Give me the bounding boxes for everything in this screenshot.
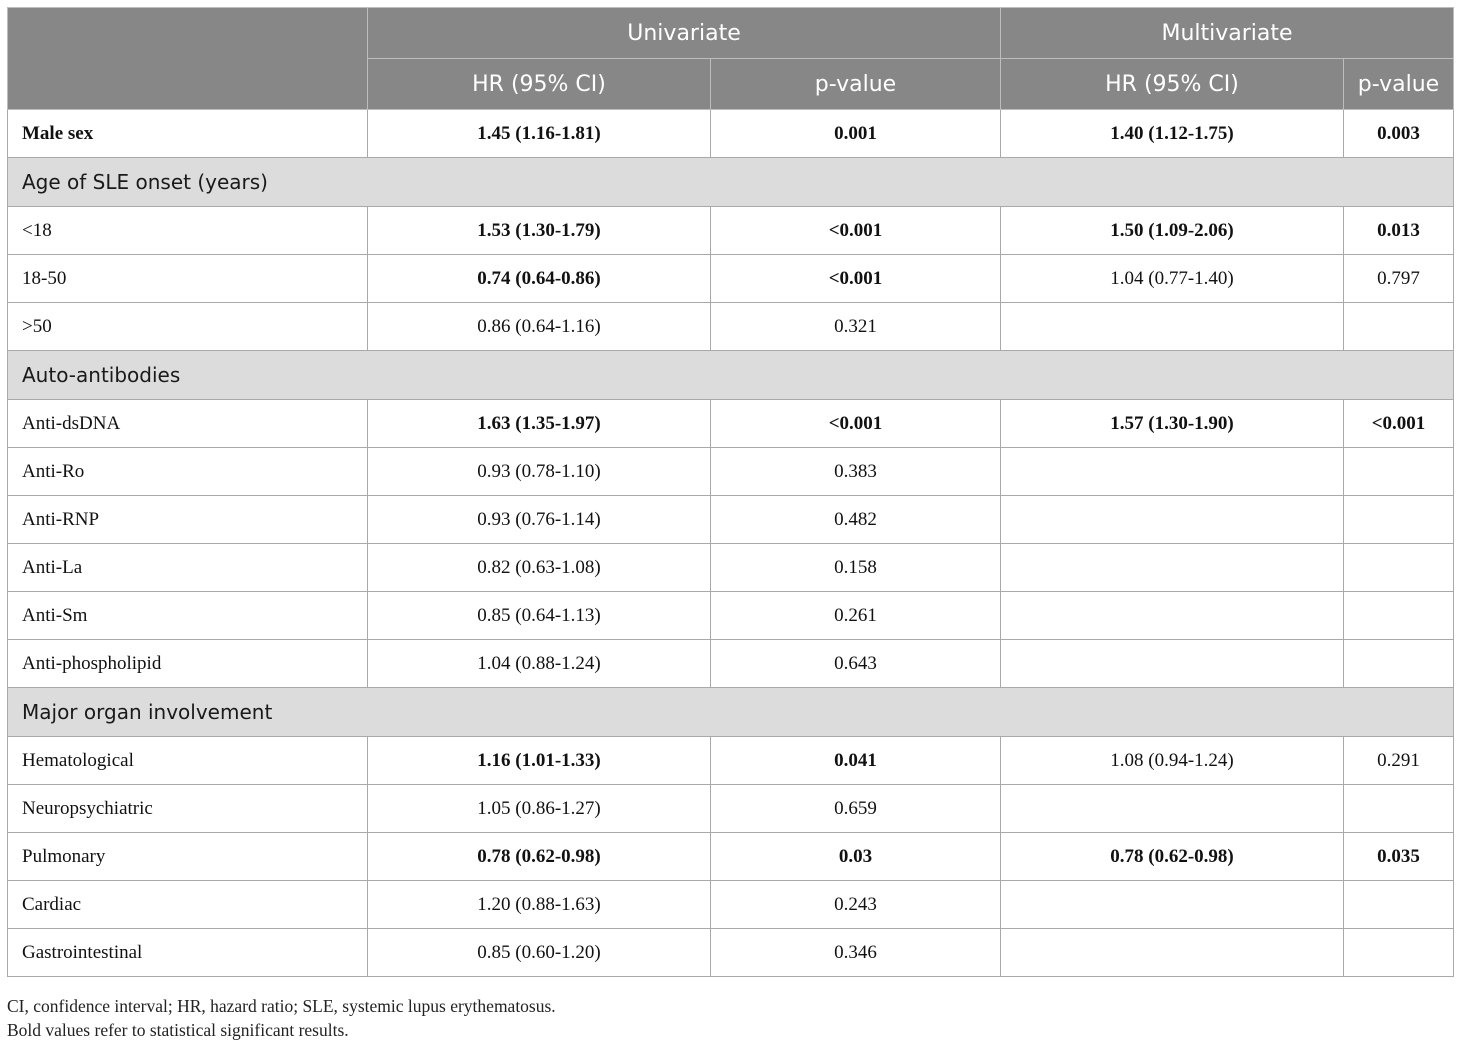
table-row (8, 833, 1454, 881)
header-multivariate: Multivariate (1001, 8, 1454, 59)
section-label: Auto-antibodies (8, 351, 1454, 400)
multivariate-hr-cell (1001, 544, 1344, 592)
univariate-p-cell: 0.261 (711, 592, 1001, 640)
row-label: Cardiac (8, 881, 368, 929)
header-corner-cell (8, 8, 368, 110)
multivariate-p-cell (1344, 640, 1454, 688)
table-row (8, 881, 1454, 929)
row-label: Anti-RNP (8, 496, 368, 544)
univariate-p-cell: 0.643 (711, 640, 1001, 688)
univariate-p-cell: 0.001 (711, 110, 1001, 158)
table-row (8, 448, 1454, 496)
multivariate-hr-cell (1001, 929, 1344, 977)
results-table-container (7, 7, 1453, 977)
table-row (8, 255, 1454, 303)
header-univariate-hr: HR (95% CI) (368, 59, 711, 110)
multivariate-hr-cell (1001, 303, 1344, 351)
row-label: >50 (8, 303, 368, 351)
univariate-hr-cell: 0.86 (0.64-1.16) (368, 303, 711, 351)
multivariate-hr-cell: 1.40 (1.12-1.75) (1001, 110, 1344, 158)
section-row (8, 351, 1454, 400)
row-label: Anti-Sm (8, 592, 368, 640)
table-row (8, 737, 1454, 785)
table-row (8, 544, 1454, 592)
table-row (8, 303, 1454, 351)
header-multivariate-p: p-value (1344, 59, 1454, 110)
univariate-p-cell: 0.482 (711, 496, 1001, 544)
table-body (8, 110, 1454, 977)
univariate-hr-cell: 0.93 (0.78-1.10) (368, 448, 711, 496)
univariate-p-cell: 0.243 (711, 881, 1001, 929)
table-row (8, 496, 1454, 544)
univariate-hr-cell: 1.20 (0.88-1.63) (368, 881, 711, 929)
header-univariate: Univariate (368, 8, 1001, 59)
table-row (8, 207, 1454, 255)
multivariate-hr-cell: 1.50 (1.09-2.06) (1001, 207, 1344, 255)
univariate-hr-cell: 0.82 (0.63-1.08) (368, 544, 711, 592)
univariate-hr-cell: 0.93 (0.76-1.14) (368, 496, 711, 544)
hazard-ratio-table (7, 7, 1454, 977)
multivariate-p-cell (1344, 303, 1454, 351)
section-row (8, 158, 1454, 207)
univariate-p-cell: <0.001 (711, 255, 1001, 303)
footnote-bold-meaning: Bold values refer to statistical significant results. (7, 1020, 349, 1040)
multivariate-hr-cell (1001, 592, 1344, 640)
multivariate-p-cell (1344, 785, 1454, 833)
multivariate-p-cell (1344, 592, 1454, 640)
univariate-hr-cell: 1.05 (0.86-1.27) (368, 785, 711, 833)
row-label: Anti-dsDNA (8, 400, 368, 448)
univariate-p-cell: 0.041 (711, 737, 1001, 785)
univariate-hr-cell: 0.85 (0.64-1.13) (368, 592, 711, 640)
multivariate-p-cell (1344, 881, 1454, 929)
univariate-hr-cell: 1.45 (1.16-1.81) (368, 110, 711, 158)
table-row (8, 785, 1454, 833)
row-label: <18 (8, 207, 368, 255)
header-univariate-p: p-value (711, 59, 1001, 110)
row-label: Anti-La (8, 544, 368, 592)
table-row (8, 400, 1454, 448)
multivariate-p-cell (1344, 929, 1454, 977)
univariate-hr-cell: 0.78 (0.62-0.98) (368, 833, 711, 881)
table-row (8, 929, 1454, 977)
footnote-abbreviations: CI, confidence interval; HR, hazard ratio; SLE, systemic lupus erythematosus. (7, 996, 556, 1016)
univariate-p-cell: 0.383 (711, 448, 1001, 496)
univariate-p-cell: 0.346 (711, 929, 1001, 977)
univariate-hr-cell: 1.63 (1.35-1.97) (368, 400, 711, 448)
multivariate-p-cell: 0.797 (1344, 255, 1454, 303)
multivariate-p-cell: <0.001 (1344, 400, 1454, 448)
univariate-hr-cell: 1.16 (1.01-1.33) (368, 737, 711, 785)
row-label: Anti-phospholipid (8, 640, 368, 688)
multivariate-p-cell (1344, 496, 1454, 544)
univariate-hr-cell: 0.74 (0.64-0.86) (368, 255, 711, 303)
multivariate-hr-cell: 0.78 (0.62-0.98) (1001, 833, 1344, 881)
table-row (8, 640, 1454, 688)
row-label: 18-50 (8, 255, 368, 303)
row-label: Anti-Ro (8, 448, 368, 496)
multivariate-p-cell (1344, 448, 1454, 496)
table-row (8, 592, 1454, 640)
row-label: Neuropsychiatric (8, 785, 368, 833)
section-label: Age of SLE onset (years) (8, 158, 1454, 207)
multivariate-hr-cell: 1.08 (0.94-1.24) (1001, 737, 1344, 785)
univariate-hr-cell: 1.53 (1.30-1.79) (368, 207, 711, 255)
section-label: Major organ involvement (8, 688, 1454, 737)
multivariate-hr-cell (1001, 785, 1344, 833)
univariate-hr-cell: 0.85 (0.60-1.20) (368, 929, 711, 977)
univariate-p-cell: 0.158 (711, 544, 1001, 592)
multivariate-hr-cell: 1.04 (0.77-1.40) (1001, 255, 1344, 303)
multivariate-p-cell: 0.013 (1344, 207, 1454, 255)
multivariate-hr-cell: 1.57 (1.30-1.90) (1001, 400, 1344, 448)
table-header (8, 8, 1454, 110)
multivariate-p-cell: 0.003 (1344, 110, 1454, 158)
section-row (8, 688, 1454, 737)
univariate-p-cell: <0.001 (711, 207, 1001, 255)
multivariate-p-cell: 0.035 (1344, 833, 1454, 881)
table-row (8, 110, 1454, 158)
table-footnotes (7, 994, 556, 1042)
row-label: Gastrointestinal (8, 929, 368, 977)
row-label: Pulmonary (8, 833, 368, 881)
multivariate-p-cell (1344, 544, 1454, 592)
multivariate-hr-cell (1001, 881, 1344, 929)
multivariate-hr-cell (1001, 640, 1344, 688)
univariate-p-cell: 0.659 (711, 785, 1001, 833)
univariate-hr-cell: 1.04 (0.88-1.24) (368, 640, 711, 688)
univariate-p-cell: 0.321 (711, 303, 1001, 351)
multivariate-hr-cell (1001, 496, 1344, 544)
multivariate-hr-cell (1001, 448, 1344, 496)
multivariate-p-cell: 0.291 (1344, 737, 1454, 785)
row-label: Male sex (8, 110, 368, 158)
row-label: Hematological (8, 737, 368, 785)
header-multivariate-hr: HR (95% CI) (1001, 59, 1344, 110)
univariate-p-cell: <0.001 (711, 400, 1001, 448)
univariate-p-cell: 0.03 (711, 833, 1001, 881)
